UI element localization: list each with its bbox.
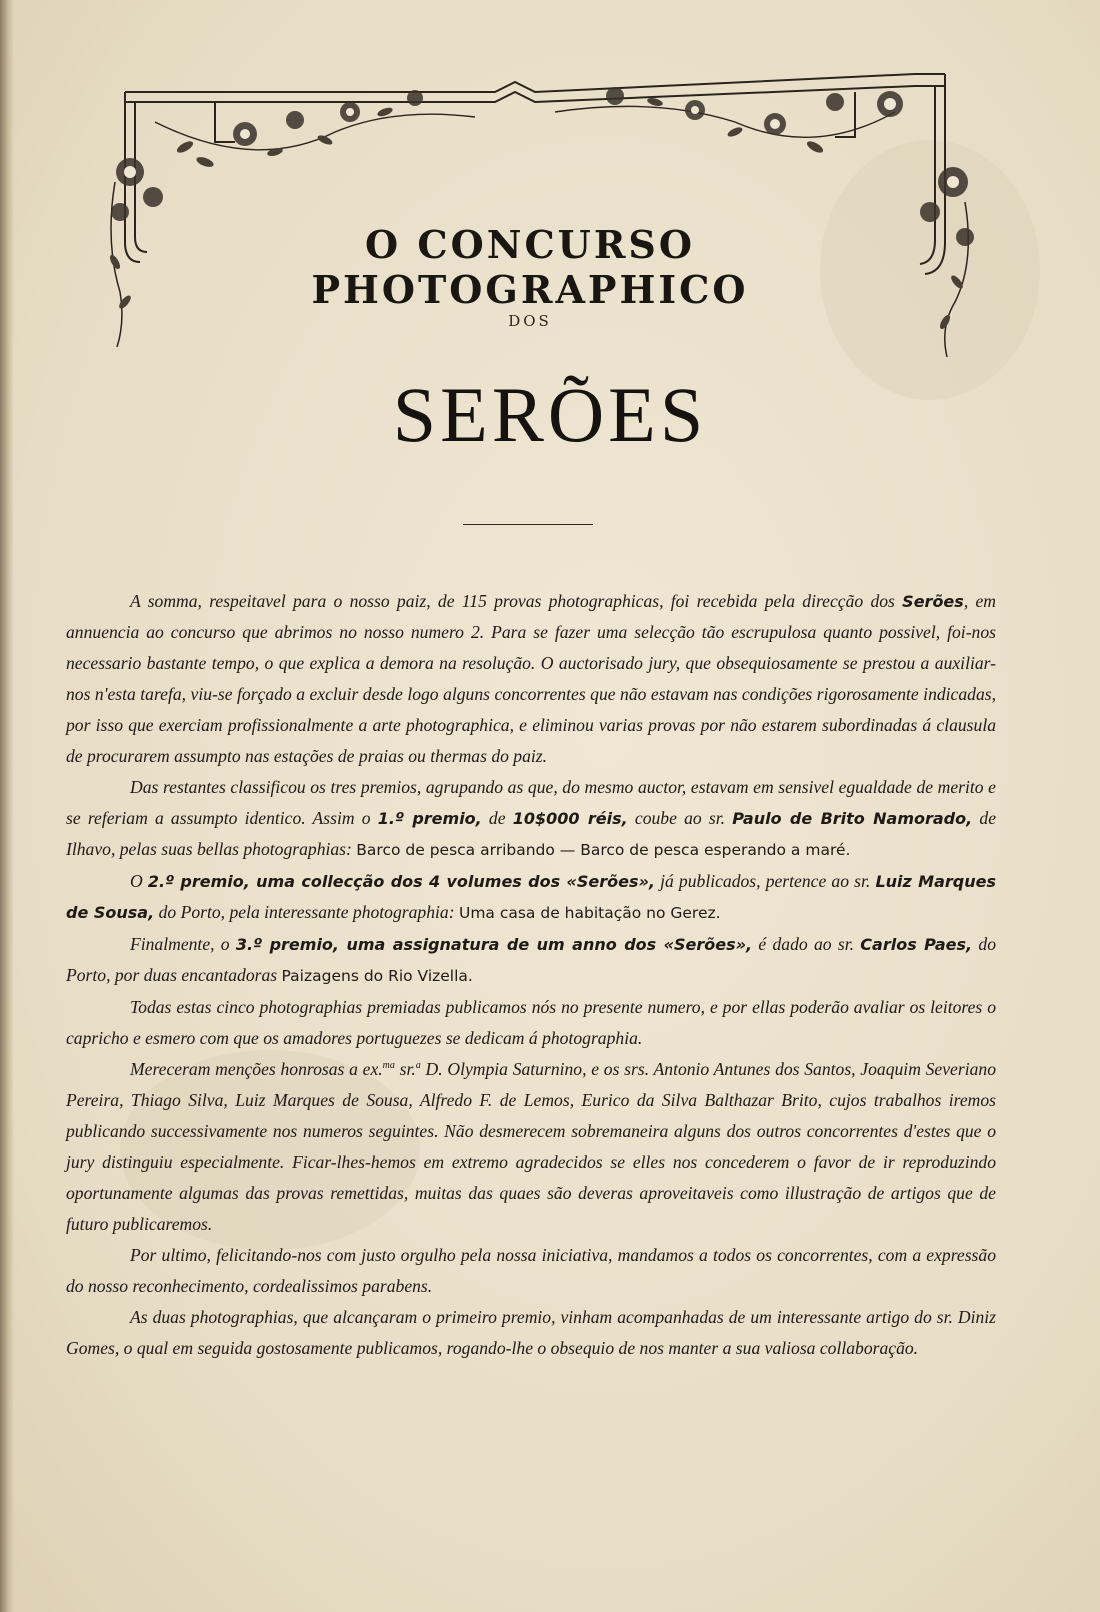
title-connector: DOS: [508, 312, 552, 330]
paragraph-5: Todas estas cinco photographias premiadas publicamos nós no presente numero, e por ellas poderão avaliar os leitores o capricho e esmero com que os amadores portuguezes se dedicam á photographia.: [66, 997, 996, 1048]
paragraph-2: Das restantes classificou os tres premios, agrupando as que, do mesmo auctor, estavam em sensivel egualdade de merito e se referiam a assumpto identico. Assim o 1.º premio, de 10$000 réis, coube ao sr. Paulo de Brito Namorado, de Ilhavo, pelas suas bellas photographias: Barco de pesca arribando — Barco de pesca esperando a maré.: [66, 777, 997, 859]
title-divider: [463, 524, 593, 525]
book-spine-shadow: [0, 0, 14, 1612]
bold-seroes: Serões: [902, 592, 964, 611]
article-title: O CONCURSO PHOTOGRAPHICO: [311, 222, 749, 312]
journal-name: SERÕES: [392, 371, 708, 458]
paragraph-7: Por ultimo, felicitando-nos com justo orgulho pela nossa iniciativa, mandamos a todos os concorrentes, com a expressão do nosso reconhecimento, cordealissimos parabens.: [66, 1245, 996, 1296]
article-body: [66, 586, 996, 1364]
paragraph-1: A somma, respeitavel para o nosso paiz, de 115 provas photographicas, foi recebida pela direcção dos Serões, em annuencia ao concurso que abrimos no nosso numero 2. Para se fazer uma selecção tão escrupulosa quanto possivel, foi-nos necessario bastante tempo, o que explica a demora na resolução. O auctorisado jury, que obsequiosamente se prestou a auxiliar-nos n'esta tarefa, viu-se forçado a excluir desde logo alguns concorrentes que não estavam nas condições rigorosamente indicadas, por isso que exerciam profissionalmente a arte photographica, e eliminou varias provas por não estarem subordinadas á clausula de procurarem assumpto nas estações de praias ou thermas do paiz.: [66, 591, 996, 766]
paragraph-8: As duas photographias, que alcançaram o primeiro premio, vinham acompanhadas de um interessante artigo do sr. Diniz Gomes, o qual em seguida gostosamente publicamos, rogando-lhe o obsequio de nos manter a sua valiosa collaboração.: [66, 1307, 996, 1358]
paragraph-6: Mereceram menções honrosas a ex.$^{ma}$ sr.$^a$ D. Olympia Saturnino, e os srs. Antonio Antunes dos Santos, Joaquim Severiano Pereira, Thiago Silva, Luiz Marques de Sousa, Alfredo F. de Lemos, Eurico da Silva Balthazar Brito, cujos trabalhos iremos publicando successivamente nos numeros seguintes. Não desmerecem sobremaneira alguns dos outros concorrentes d'estes que o jury distinguiu especialmente. Ficar-lhes-hemos em extremo agradecidos se elles nos concederem o favor de ir reproduzindo oportunamente algumas das provas remettidas, muitas das quaes são deveras aproveitaveis como illustração de artigos que de futuro publicaremos.: [66, 1059, 996, 1234]
paragraph-4: Finalmente, o 3.º premio, uma assignatura de um anno dos «Serões», é dado ao sr. Carlos Paes, do Porto, por duas encantadoras Paizagens do Rio Vizella.: [66, 934, 996, 985]
paragraph-3: O 2.º premio, uma collecção dos 4 volumes dos «Serões», já publicados, pertence ao sr. Luiz Marques de Sousa, do Porto, pela interessante photographia: Uma casa de habitação no Gerez.: [66, 871, 996, 922]
